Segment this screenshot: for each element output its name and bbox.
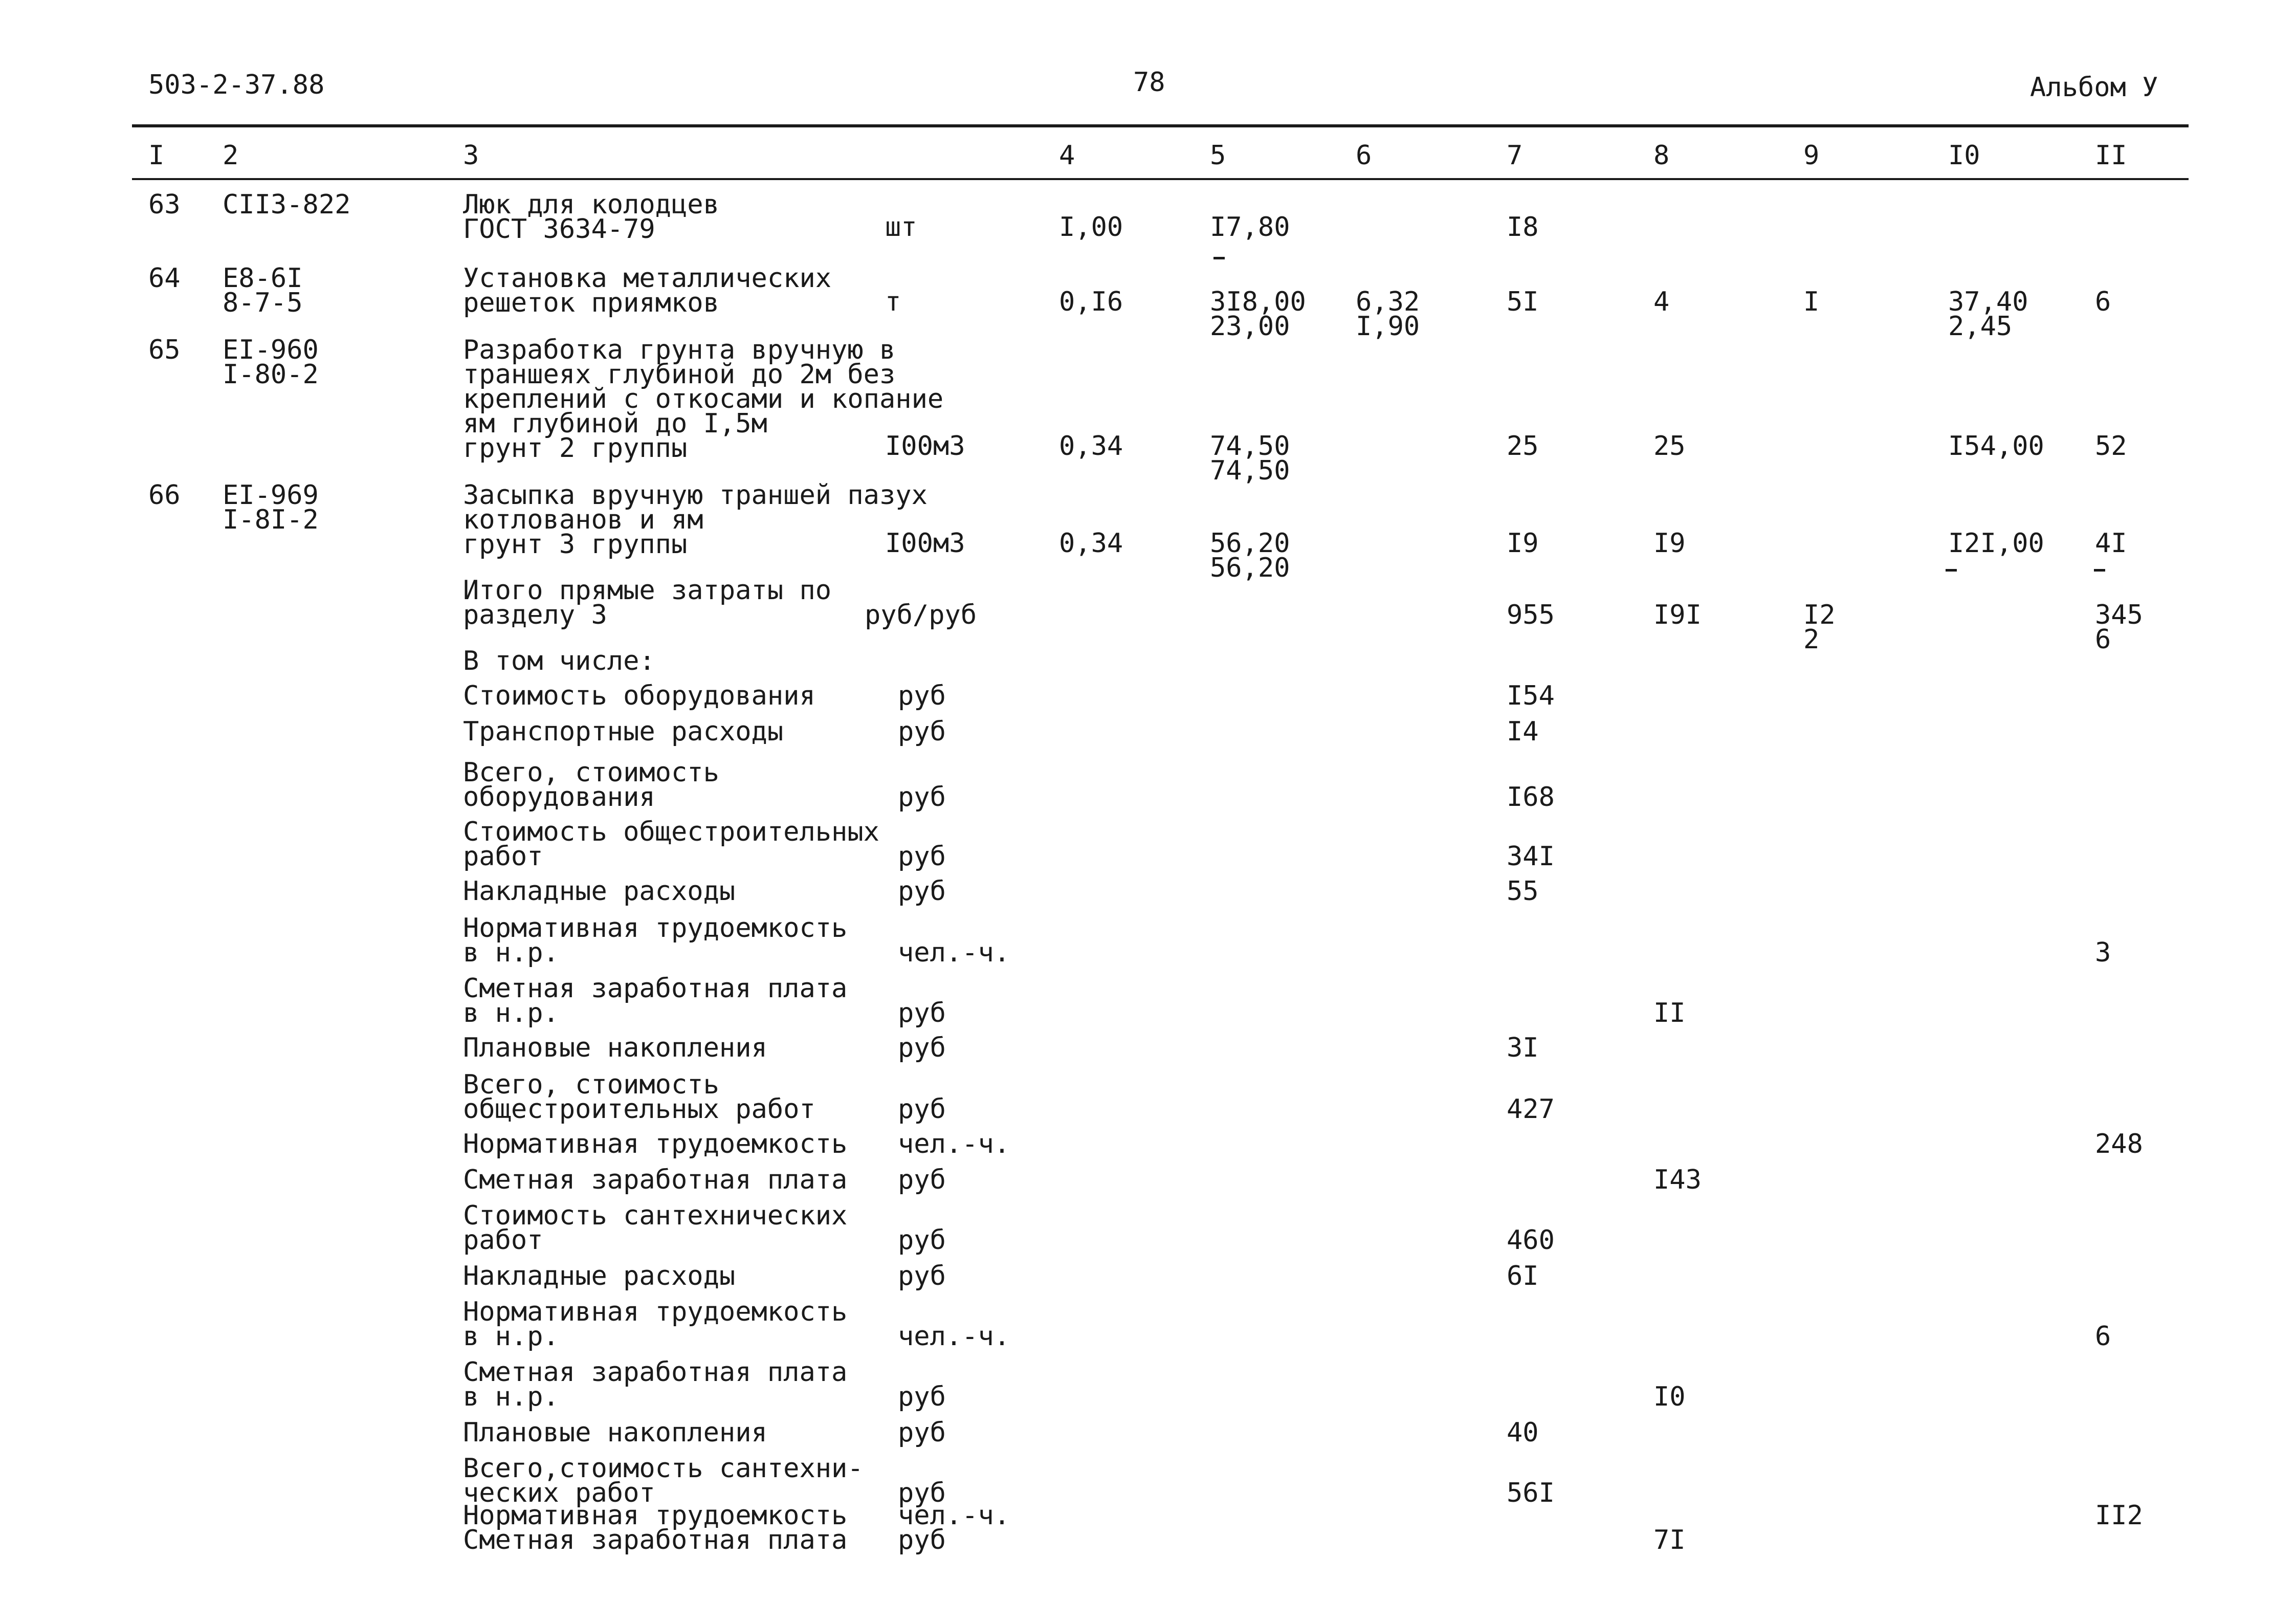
summary-total: I54 <box>1507 681 1555 711</box>
labor-norm: 37,40 2,45 <box>1948 287 2028 342</box>
summary-unit: руб <box>898 876 946 907</box>
unit-cost: I7,80 <box>1210 212 1290 243</box>
summary-item: Накладные расходы <box>463 876 736 907</box>
summary-unit: руб <box>898 841 946 872</box>
summary-item: Стоимость оборудования <box>463 681 815 711</box>
labor-norm: I2I,00 <box>1948 528 2044 559</box>
summary-total: 56I <box>1507 1478 1555 1508</box>
album-label: Альбом У <box>2030 72 2158 103</box>
summary-labor: 3 <box>2095 937 2111 968</box>
quantity: 0,34 <box>1059 528 1123 559</box>
summary-item: Транспортные расходы <box>463 716 784 747</box>
summary-unit: руб/руб <box>865 600 977 630</box>
price-code: E8-6I 8-7-5 <box>223 263 303 318</box>
summary-item: Всего,стоимость сантехни- ческих работ <box>463 1453 864 1508</box>
summary-unit: руб <box>898 1094 946 1125</box>
total-cost: I8 <box>1507 212 1539 243</box>
summary-unit: чел.-ч. <box>898 1321 1010 1352</box>
summary-total: I4 <box>1507 716 1539 747</box>
unit: т <box>885 287 901 317</box>
unit-cost: 56,20 56,20 <box>1210 528 1290 583</box>
wage-cost: 6,32 I,90 <box>1356 287 1420 342</box>
summary-item: Сметная заработная плата в н.р. <box>463 973 848 1028</box>
summary-item: Нормативная трудоемкость <box>463 1129 848 1159</box>
column-header-8: 8 <box>1653 140 1670 171</box>
summary-wage: I0 <box>1653 1381 1686 1412</box>
summary-wage: I9I <box>1653 600 1702 630</box>
summary-unit: руб <box>898 1381 946 1412</box>
summary-item: Итого прямые затраты по разделу 3 <box>463 575 832 630</box>
summary-total: 955 <box>1507 600 1555 630</box>
price-code: EI-960 I-80-2 <box>223 335 319 390</box>
summary-item: Сметная заработная плата в н.р. <box>463 1357 848 1412</box>
summary-item: Сметная заработная плата <box>463 1525 848 1555</box>
header-bottom-rule <box>132 178 2189 180</box>
summary-unit: руб <box>898 1478 946 1508</box>
row-number: 63 <box>148 189 181 220</box>
column-header-1: I <box>148 140 165 171</box>
total-cost: I9 <box>1507 528 1539 559</box>
summary-unit: руб <box>898 716 946 747</box>
labor-total: 4I <box>2095 528 2127 559</box>
work-description: Люк для колодцев ГОСТ 3634-79 <box>463 189 719 245</box>
summary-unit: руб <box>898 998 946 1028</box>
summary-wage: 7I <box>1653 1525 1686 1555</box>
dash-mark <box>1946 569 1957 572</box>
document-code: 503-2-37.88 <box>148 70 325 100</box>
total-cost: 25 <box>1507 431 1539 462</box>
summary-total: 3I <box>1507 1033 1539 1063</box>
page-number: 78 <box>1133 67 1165 98</box>
summary-unit: руб <box>898 1165 946 1195</box>
summary-item: Сметная заработная плата <box>463 1165 848 1195</box>
total-cost: 5I <box>1507 287 1539 317</box>
row-number: 66 <box>148 480 181 511</box>
summary-item: Плановые накопления <box>463 1417 767 1448</box>
summary-total: I68 <box>1507 782 1555 813</box>
summary-item: Всего, стоимость оборудования <box>463 757 719 813</box>
quantity: I,00 <box>1059 212 1123 243</box>
unit-cost: 3I8,00 23,00 <box>1210 287 1306 342</box>
machine-cost: I <box>1803 287 1820 317</box>
work-description: Засыпка вручную траншей пазух котлованов и ям грунт 3 группы <box>463 480 928 560</box>
summary-item: Нормативная трудоемкость в н.р. <box>463 1297 848 1352</box>
summary-item: В том числе: <box>463 646 655 676</box>
summary-item: Нормативная трудоемкость <box>463 1500 848 1531</box>
column-header-9: 9 <box>1803 140 1820 171</box>
summary-total: 34I <box>1507 841 1555 872</box>
price-code: CII3-822 <box>223 189 351 220</box>
labor-norm: I54,00 <box>1948 431 2044 462</box>
summary-unit: руб <box>898 1225 946 1256</box>
dash-mark <box>2094 569 2105 572</box>
unit: шт <box>885 212 917 243</box>
summary-item: Стоимость сантехнических работ <box>463 1200 848 1256</box>
summary-unit: чел.-ч. <box>898 1129 1010 1159</box>
summary-unit: руб <box>898 782 946 813</box>
labor-total: 52 <box>2095 431 2127 462</box>
quantity: 0,34 <box>1059 431 1123 462</box>
column-header-5: 5 <box>1210 140 1226 171</box>
work-description: Разработка грунта вручную в траншеях глубиной до 2м без креплений с откосами и копание ям глубиной до I,5м грунт 2 группы <box>463 335 944 464</box>
summary-labor: 248 <box>2095 1129 2143 1159</box>
summary-labor: II2 <box>2095 1500 2143 1531</box>
row-number: 65 <box>148 335 181 365</box>
summary-unit: руб <box>898 681 946 711</box>
total-wage: 4 <box>1653 287 1670 317</box>
summary-unit: чел.-ч. <box>898 937 1010 968</box>
summary-wage: I43 <box>1653 1165 1702 1195</box>
summary-item: Плановые накопления <box>463 1033 767 1063</box>
work-description: Установка металлических решеток приямков <box>463 263 832 318</box>
summary-item: Нормативная трудоемкость в н.р. <box>463 913 848 968</box>
summary-total: 460 <box>1507 1225 1555 1256</box>
summary-item: Стоимость общестроительных работ <box>463 817 879 872</box>
summary-unit: чел.-ч. <box>898 1500 1010 1531</box>
summary-labor: 6 <box>2095 1321 2111 1352</box>
column-header-11: II <box>2095 140 2127 171</box>
summary-total: 427 <box>1507 1094 1555 1125</box>
header-top-rule <box>132 124 2189 127</box>
dash-mark <box>1213 257 1225 259</box>
total-wage: 25 <box>1653 431 1686 462</box>
summary-unit: руб <box>898 1261 946 1291</box>
summary-wage: II <box>1653 998 1686 1028</box>
summary-unit: руб <box>898 1525 946 1555</box>
labor-total: 6 <box>2095 287 2111 317</box>
summary-total: 40 <box>1507 1417 1539 1448</box>
column-header-7: 7 <box>1507 140 1523 171</box>
unit-cost: 74,50 74,50 <box>1210 431 1290 486</box>
price-code: EI-969 I-8I-2 <box>223 480 319 535</box>
summary-labor: 345 6 <box>2095 600 2143 655</box>
summary-total: 6I <box>1507 1261 1539 1291</box>
summary-machine: I2 2 <box>1803 600 1836 655</box>
column-header-10: I0 <box>1948 140 1980 171</box>
summary-unit: руб <box>898 1033 946 1063</box>
column-header-2: 2 <box>223 140 239 171</box>
summary-total: 55 <box>1507 876 1539 907</box>
quantity: 0,I6 <box>1059 287 1123 317</box>
unit: I00м3 <box>885 528 965 559</box>
total-wage: I9 <box>1653 528 1686 559</box>
summary-item: Накладные расходы <box>463 1261 736 1291</box>
column-header-3: 3 <box>463 140 479 171</box>
summary-unit: руб <box>898 1417 946 1448</box>
column-header-4: 4 <box>1059 140 1075 171</box>
summary-item: Всего, стоимость общестроительных работ <box>463 1069 815 1125</box>
column-header-6: 6 <box>1356 140 1372 171</box>
unit: I00м3 <box>885 431 965 462</box>
row-number: 64 <box>148 263 181 294</box>
